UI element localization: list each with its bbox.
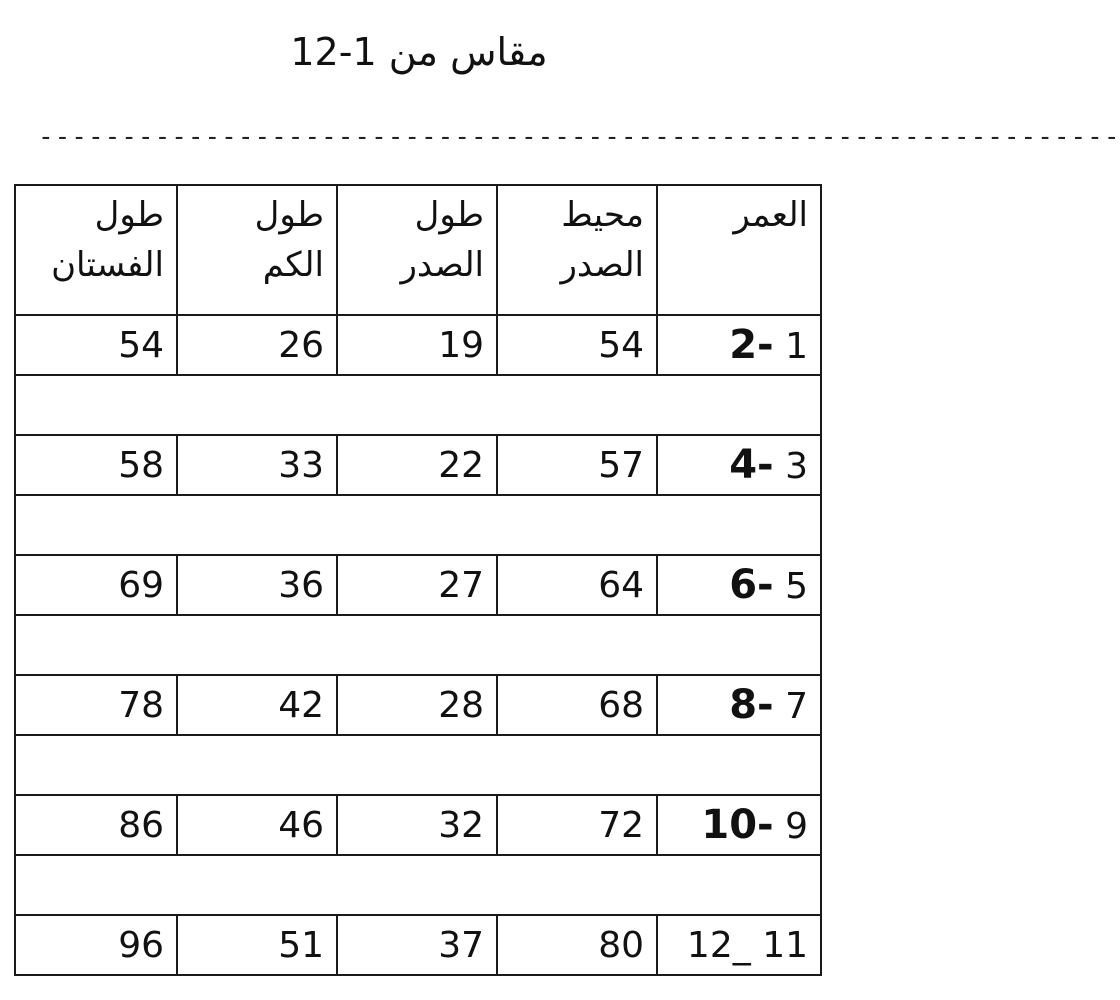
header-dress-length: طول الفستان [15,185,177,315]
table-row [15,795,821,855]
cell-age: 2- 1 [657,315,821,375]
table-row [15,435,821,495]
cell-age: 4- 3 [657,435,821,495]
header-chest-circumference: محيط الصدر [497,185,657,315]
cell-chest-length: 19 [337,315,497,375]
cell-dress-length: 58 [15,435,177,495]
cell-sleeve-length: 42 [177,675,337,735]
cell-chest-length: 28 [337,675,497,735]
cell-sleeve-length: 33 [177,435,337,495]
cell-chest-circumference: 57 [497,435,657,495]
cell-sleeve-length: 26 [177,315,337,375]
cell-age: 10- 9 [657,795,821,855]
cell-dress-length: 78 [15,675,177,735]
cell-sleeve-length: 51 [177,915,337,975]
cell-dress-length: 86 [15,795,177,855]
cell-chest-length: 37 [337,915,497,975]
cell-sleeve-length: 36 [177,555,337,615]
cell-dress-length: 69 [15,555,177,615]
cell-chest-circumference: 64 [497,555,657,615]
header-age: العمر [657,185,821,315]
cell-age: 12_ 11 [657,915,821,975]
cell-dress-length: 96 [15,915,177,975]
cell-chest-length: 22 [337,435,497,495]
cell-age: 8- 7 [657,675,821,735]
cell-chest-length: 32 [337,795,497,855]
cell-chest-circumference: 54 [497,315,657,375]
table-header-row [15,185,821,315]
table-spacer-row [15,735,821,795]
header-sleeve-length: طول الكم [177,185,337,315]
cell-chest-length: 27 [337,555,497,615]
table-spacer-row [15,615,821,675]
cell-chest-circumference: 68 [497,675,657,735]
size-chart-table [14,184,822,976]
cell-sleeve-length: 46 [177,795,337,855]
cell-chest-circumference: 72 [497,795,657,855]
table-row [15,555,821,615]
page-title: مقاس من 1-12 [290,30,548,74]
cell-dress-length: 54 [15,315,177,375]
table-spacer-row [15,855,821,915]
table-spacer-row [15,375,821,435]
table-row [15,315,821,375]
dashed-divider: ----------------------------------------------------------------- [38,122,1120,152]
cell-age: 6- 5 [657,555,821,615]
table-row [15,675,821,735]
header-chest-length: طول الصدر [337,185,497,315]
table-spacer-row [15,495,821,555]
cell-chest-circumference: 80 [497,915,657,975]
table-row [15,915,821,975]
